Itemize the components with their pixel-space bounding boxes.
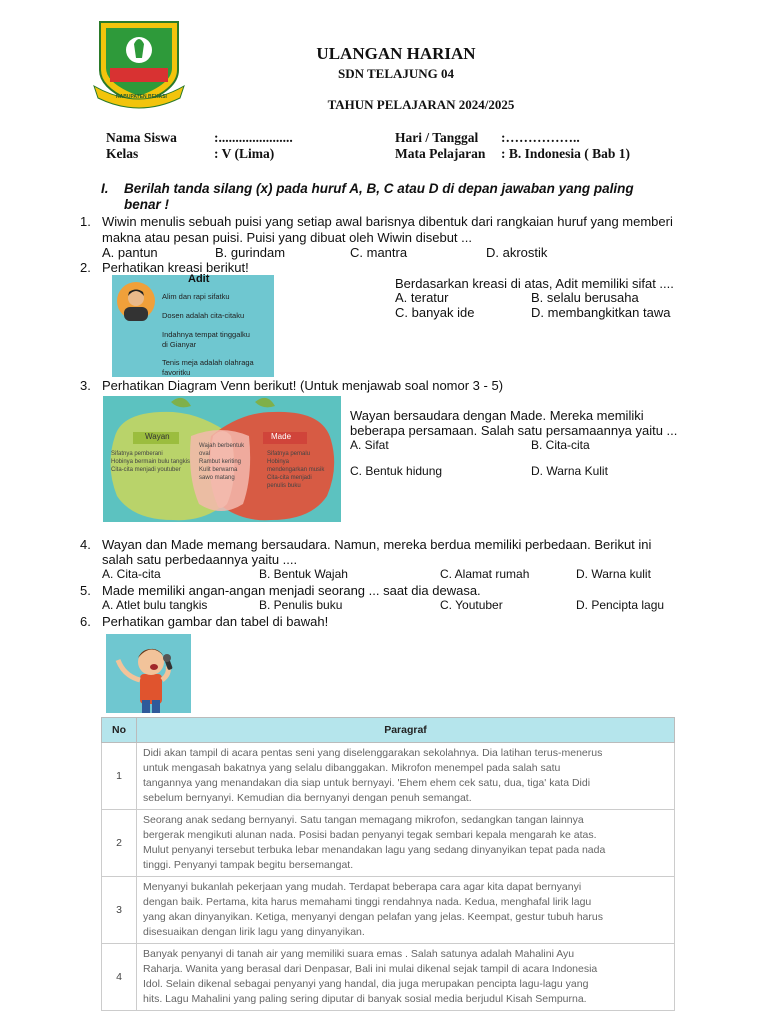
q3-option-b[interactable]: B. Cita-cita [531,438,590,452]
q5-option-d[interactable]: D. Pencipta lagu [576,598,665,612]
paragraph-line: Idol. Selain dikenal sebagai penyanyi yang handal, dia juga merupakan pencipta lagu-lagu yang [143,978,589,990]
q3-option-a[interactable]: A. Sifat [350,438,389,452]
row-number: 2 [102,810,137,877]
hari-label: Hari / Tanggal [395,130,479,145]
q4-line2: salah satu perbedaannya yaitu .... [102,552,298,567]
q1-number: 1. [80,214,91,229]
paragraph-line: dengan baik. Pertama, kita harus memahami tinggi rendahnya nada. Kedua, menghafal lirik lagu [143,896,592,908]
row-paragraph [137,743,675,810]
q6-number: 6. [80,614,91,629]
q3-line1: Wayan bersaudara dengan Made. Mereka memiliki [350,408,644,423]
academic-year: TAHUN PELAJARAN 2024/2025 [327,97,515,112]
adit-line-5: Tenis meja adalah olahraga [162,358,254,367]
adit-line-4: di Gianyar [162,340,197,349]
venn-mid-item-2: Rambut keriting [199,459,242,465]
venn-right-item-3: Cita-cita menjadi penulis buku [267,475,312,489]
paragraph-table [101,717,675,1011]
row-number: 3 [102,877,137,944]
q4-option-a[interactable]: A. Cita-cita [102,567,161,581]
paragraph-line: tinggi. Penyanyi tampak begitu bersemangat. [143,859,354,871]
row-paragraph [137,877,675,944]
q4-line1: Wayan dan Made memang bersaudara. Namun, mereka berdua memiliki perbedaan. Berikut ini [102,537,652,552]
venn-mid-item-3: Kulit berwarna sawo matang [199,467,238,481]
q4-option-b[interactable]: B. Bentuk Wajah [259,567,348,581]
venn-left-title: Wayan [133,432,179,444]
table-header-row [102,718,675,743]
table-row [102,877,675,944]
singer-illustration [106,634,191,713]
paragraph-line: hits. Lagu Mahalini yang paling sering diputar di banyak sosial media berjudul Kisah Sempurna. [143,993,587,1005]
table-row [102,810,675,877]
mapel-value: : B. Indonesia ( Bab 1) [501,146,631,161]
q3-option-d[interactable]: D. Warna Kulit [531,464,608,478]
paragraph-line: Seorang anak sedang bernyanyi. Satu tangan memagang mikrofon, sedangkan tangan lainnya [143,814,584,826]
nama-value: :...................... [214,130,293,145]
q4-number: 4. [80,537,91,552]
q1-option-b[interactable]: B. gurindam [215,245,286,260]
venn-right-item-2: Hobinya mendengarkan musik [267,459,325,473]
q3-option-c[interactable]: C. Bentuk hidung [350,464,443,478]
adit-avatar [116,281,156,321]
paragraph-line: untuk mengasah bakatnya yang selalu dibanggakan. Mikrofon menempel pada salah satu [143,762,561,774]
q3-text: Perhatikan Diagram Venn berikut! (Untuk menjawab soal nomor 3 - 5) [102,378,504,393]
row-number: 4 [102,944,137,1011]
table-header-no: No [102,718,137,743]
paragraph-line: Raharja. Wanita yang berasal dari Denpasar, Bali ini mulai dikenal sejak tampil di acara Indonesia [143,963,598,975]
q1-option-c[interactable]: C. mantra [350,245,408,260]
paragraph-line: yang akan dinyanyikan. Ketiga, menyanyi dengan pelafan yang jelas. Keempat, gestur tubuh harus [143,911,603,923]
paragraph-line: sebelum bernyanyi. Kemudian dia bernyanyi dengan penuh semangat. [143,792,472,804]
kelas-value: : V (Lima) [214,146,275,161]
venn-diagram [103,396,341,522]
mapel-label: Mata Pelajaran [395,146,486,161]
adit-card [112,275,274,377]
q2-text: Perhatikan kreasi berikut! [102,260,249,275]
adit-card-name: Adit [188,273,210,285]
paragraph-line: tangannya yang menandakan dia siap untuk bernyayi. 'Ehem ehem cek satu, dua, tiga' kata Didi [143,777,591,789]
logo-caption: KABUPATEN BEKASI [116,94,167,100]
school-name: SDN TELAJUNG 04 [337,66,455,81]
adit-line-3: Indahnya tempat tinggalku [162,330,250,339]
venn-right-title: Made [263,432,307,444]
q5-option-b[interactable]: B. Penulis buku [259,598,343,612]
section-instruction-line2: benar ! [124,197,170,212]
venn-left-item-2: Hobinya bermain bulu tangkis [111,459,191,465]
section-instruction-line1: Berilah tanda silang (x) pada huruf A, B, C atau D di depan jawaban yang paling [124,181,634,196]
q4-option-c[interactable]: C. Alamat rumah [440,567,530,581]
adit-line-1: Alim dan rapi sifatku [162,292,230,301]
venn-left-item-3: Cita-cita menjadi youtuber [111,467,181,473]
venn-mid-item-1: Wajah berbentuk oval [199,443,245,457]
q4-option-d[interactable]: D. Warna kulit [576,567,651,581]
paragraph-line: Didi akan tampil di acara pentas seni yang diselenggarakan sekolahnya. Dia latihan terus-menerus [143,747,603,759]
q5-option-a[interactable]: A. Atlet bulu tangkis [102,598,208,612]
hari-value: :…………….. [501,130,580,145]
paragraph-line: bergerak mengikuti alunan nada. Posisi badan penyanyi tegak sembari kepala mengarah ke atas. [143,829,597,841]
q6-text: Perhatikan gambar dan tabel di bawah! [102,614,329,629]
paragraph-line: Banyak penyanyi di tanah air yang memiliki suara emas . Salah satunya adalah Mahalini Ayu [143,948,575,960]
page-title: ULANGAN HARIAN [316,44,476,63]
q2-option-a[interactable]: A. teratur [395,290,449,305]
q2-option-c[interactable]: C. banyak ide [395,305,475,320]
q5-text: Made memiliki angan-angan menjadi seorang ... saat dia dewasa. [102,583,481,598]
venn-left-item-1: Sifatnya pemberani [111,451,163,457]
adit-line-2: Dosen adalah cita-citaku [162,311,245,320]
row-number: 1 [102,743,137,810]
q1-option-d[interactable]: D. akrostik [486,245,548,260]
table-row [102,743,675,810]
kelas-label: Kelas [106,146,139,161]
q5-option-c[interactable]: C. Youtuber [440,598,503,612]
q2-option-b[interactable]: B. selalu berusaha [531,290,639,305]
q2-question: Berdasarkan kreasi di atas, Adit memiliki sifat .... [395,276,674,291]
q1-line1: Wiwin menulis sebuah puisi yang setiap awal barisnya dibentuk dari rangkaian huruf yang memberi [102,214,673,229]
section-number: I. [101,181,109,196]
q5-number: 5. [80,583,91,598]
paragraph-line: Menyanyi bukanlah pekerjaan yang mudah. Terdapat beberapa cara agar kita dapat bernyanyi [143,881,582,893]
table-header-paragraf: Paragraf [137,718,675,743]
q3-line2: beberapa persamaan. Salah satu persamaannya yaitu ... [350,423,678,438]
q3-number: 3. [80,378,91,393]
venn-right-item-1: Sifatnya pemalu [267,451,311,457]
q1-line2: makna atau pesan puisi. Puisi yang dibuat oleh Wiwin disebut ... [102,230,472,245]
nama-label: Nama Siswa [106,130,177,145]
row-paragraph [137,810,675,877]
q2-number: 2. [80,260,91,275]
adit-line-6: favoritku [162,368,191,377]
paragraph-line: disesuaikan dengan lirik lagu yang dinyanyikan. [143,926,365,938]
q2-option-d[interactable]: D. membangkitkan tawa [531,305,671,320]
q1-option-a[interactable]: A. pantun [102,245,158,260]
table-row [102,944,675,1011]
row-paragraph [137,944,675,1011]
paragraph-line: Mulut penyanyi tersebut terbuka lebar menandakan lagu yang sedang dinyanyikan tepat pada nada [143,844,606,856]
